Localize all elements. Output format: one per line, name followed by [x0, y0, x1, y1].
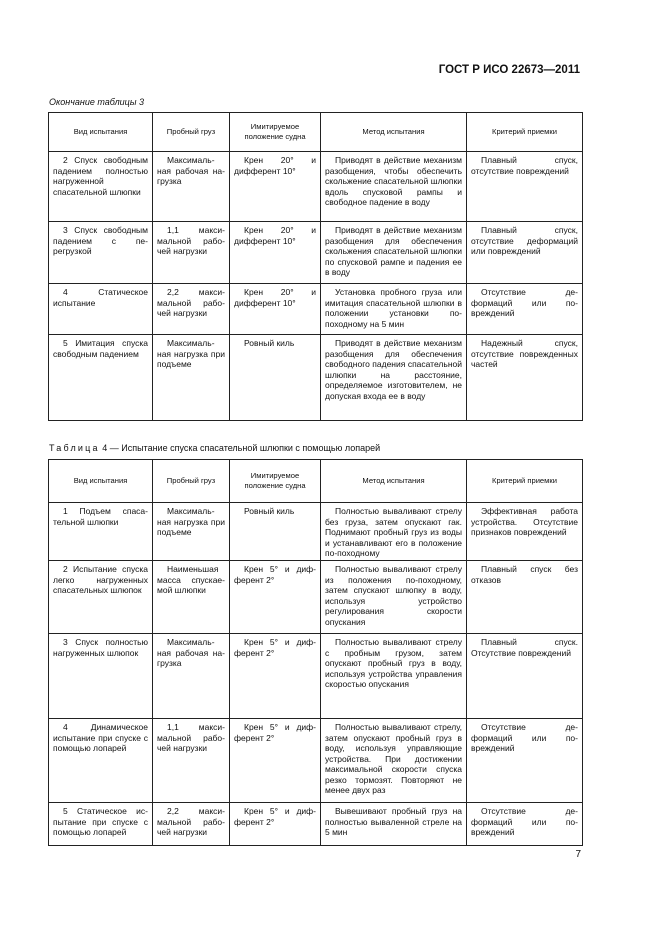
table-cell: Крен 5° и дифферент 2° — [230, 634, 321, 719]
table-cell: Полностью вываливают стрелу без груза, затем опускают гак. Поднимают пробный груз из воды и устанавливают его в положение по-походному — [321, 503, 467, 561]
column-header: Критерий приемки — [467, 113, 583, 152]
table-cell: Крен 5° и дифферент 2° — [230, 803, 321, 846]
table4 — [48, 459, 583, 846]
table-cell: 3 Спуск полностью нагруженных шлюпок — [49, 634, 153, 719]
table3-caption: Окончание таблицы 3 — [49, 97, 144, 107]
table-cell: Крен 20° и дифферент 10° — [230, 152, 321, 222]
table-cell: Полностью вываливают стрелу, затем опускают пробный груз в воду, используя управляющие устройства. При достижении максимальной скорости спуска резко тормозят. Повторяют не менее двух раз — [321, 719, 467, 803]
column-header: Вид испытания — [49, 113, 153, 152]
column-header: Пробный груз — [153, 460, 230, 503]
table-cell: Плавный спуск без отказов — [467, 561, 583, 634]
table-cell: Крен 5° и дифферент 2° — [230, 561, 321, 634]
table-cell: Полностью вываливают стрелу с пробным грузом, затем опускают пробный груз в воду, используя устройства управления скоростью опускания — [321, 634, 467, 719]
table-cell: Надежный спуск, отсутствие поврежденных частей — [467, 335, 583, 421]
table-cell: Крен 20° и дифферент 10° — [230, 284, 321, 335]
table-cell: Максимальная нагрузка при подъеме — [153, 503, 230, 561]
table4-caption — [49, 443, 380, 453]
table-cell: 4 Статическое испытание — [49, 284, 153, 335]
table-cell: Ровный киль — [230, 335, 321, 421]
table-cell: Приводят в действие механизм разобщения для обеспечения скольжения спасательной шлюпки по спусковой рампе и падения ее в воду — [321, 222, 467, 284]
table-cell: 2 Испытание спуска легко нагруженных спасательных шлюпок — [49, 561, 153, 634]
page-number: 7 — [575, 849, 581, 860]
table-cell: Плавный спуск, отсутствие повреждений — [467, 152, 583, 222]
table-row — [49, 503, 583, 561]
column-header: Имитируемое положение судна — [230, 113, 321, 152]
column-header: Критерий приемки — [467, 460, 583, 503]
table-cell: 1,1 максимальной рабочей нагрузки — [153, 719, 230, 803]
column-header: Метод испытания — [321, 113, 467, 152]
table-row — [49, 803, 583, 846]
table-cell: Приводят в действие механизм разобщения, чтобы обеспечить скольжение спасательной шлюпки вдоль спусковой рампы и свободное падение в воду — [321, 152, 467, 222]
table-cell: Наименьшая масса спускаемой шлюпки — [153, 561, 230, 634]
table4-caption-title: — Испытание спуска спасательной шлюпки с помощью лопарей — [109, 443, 381, 453]
table-cell: Отсутствие деформаций или повреждений — [467, 284, 583, 335]
column-header: Имитируемое положение судна — [230, 460, 321, 503]
table-cell: Максимальная рабочая нагрузка — [153, 152, 230, 222]
table-cell: 2,2 максимальной рабочей нагрузки — [153, 284, 230, 335]
document-id: ГОСТ Р ИСО 22673—2011 — [438, 64, 580, 76]
table-header-row — [49, 460, 583, 503]
table-row — [49, 284, 583, 335]
column-header: Пробный груз — [153, 113, 230, 152]
table4-caption-number: 4 — [102, 443, 108, 453]
table-cell: 5 Статическое испытание при спуске с помощью лопарей — [49, 803, 153, 846]
table-row — [49, 719, 583, 803]
table-cell: Отсутствие деформаций или повреждений — [467, 803, 583, 846]
column-header: Метод испытания — [321, 460, 467, 503]
table-cell: Вывешивают пробный груз на полностью вываленной стреле на 5 мин — [321, 803, 467, 846]
table-cell: 2,2 максимальной рабочей нагрузки — [153, 803, 230, 846]
table-header-row — [49, 113, 583, 152]
table-cell: 2 Спуск свободным падением полностью нагруженной спасательной шлюпки — [49, 152, 153, 222]
table-row — [49, 335, 583, 421]
table-cell: Плавный спуск. Отсутствие повреждений — [467, 634, 583, 719]
table-row — [49, 634, 583, 719]
table-row — [49, 222, 583, 284]
table-row — [49, 152, 583, 222]
table-cell: Полностью вываливают стрелу из положения по-походному, затем спускают шлюпку в воду, используя устройство регулирования скорости опускания — [321, 561, 467, 634]
table-cell: Максимальная рабочая нагрузка — [153, 634, 230, 719]
column-header: Вид испытания — [49, 460, 153, 503]
table-cell: Отсутствие деформаций или повреждений — [467, 719, 583, 803]
table-cell: Крен 5° и дифферент 2° — [230, 719, 321, 803]
table-cell: 3 Спуск свободным падением с перегрузкой — [49, 222, 153, 284]
table-cell: 4 Динамическое испытание при спуске с помощью лопарей — [49, 719, 153, 803]
table-cell: Ровный киль — [230, 503, 321, 561]
table-cell: 1,1 максимальной рабочей нагрузки — [153, 222, 230, 284]
table-cell: Эффективная работа устройства. Отсутствие признаков повреждений — [467, 503, 583, 561]
table-cell: Приводят в действие механизм разобщения для обеспечения свободного падения спасательной шлюпки на расстояние, определяемое изготовителем, не допуская входа ее в воду — [321, 335, 467, 421]
table-cell: Установка пробного груза или имитация спасательной шлюпки в положении установки по-походному на 5 мин — [321, 284, 467, 335]
table-cell: 5 Имитация спуска свободным падением — [49, 335, 153, 421]
table-cell: Крен 20° и дифферент 10° — [230, 222, 321, 284]
table-cell: 1 Подъем спасательной шлюпки — [49, 503, 153, 561]
table3 — [48, 112, 583, 421]
table-cell: Плавный спуск, отсутствие деформаций или повреждений — [467, 222, 583, 284]
table-cell: Максимальная нагрузка при подъеме — [153, 335, 230, 421]
table4-caption-prefix: Таблица — [49, 443, 100, 453]
table-row — [49, 561, 583, 634]
